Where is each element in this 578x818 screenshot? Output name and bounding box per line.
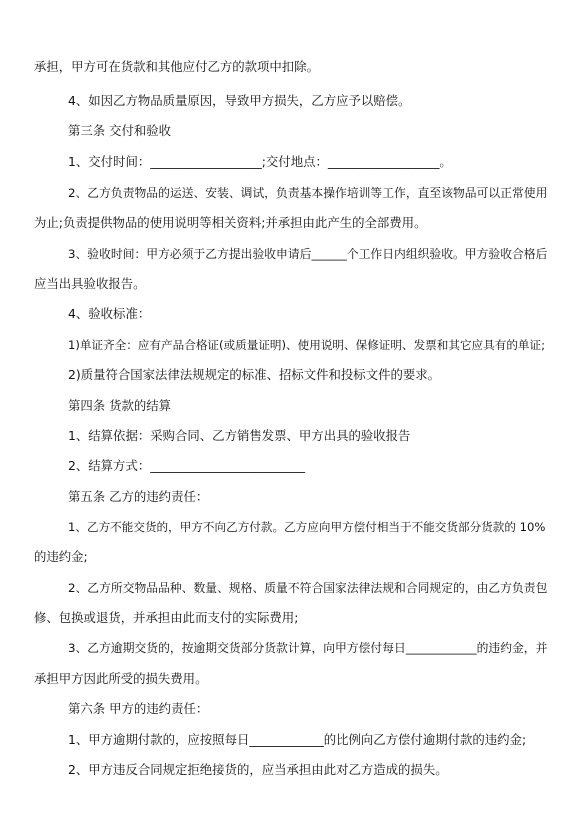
paragraph-line: 1)单证齐全：应有产品合格证(或质量证明)、使用说明、保修证明、发票和其它应具有的单证; [68, 338, 546, 352]
paragraph-line: 1、甲方逾期付款的，应按照每日____________的比例向乙方偿付逾期付款的违约金; [68, 732, 527, 747]
paragraph-line: 2)质量符合国家法律法规规定的标准、招标文件和投标文件的要求。 [68, 367, 441, 382]
paragraph-line: 承担甲方因此所受的损失费用。 [34, 671, 208, 686]
paragraph-line: 3、乙方逾期交货的，按逾期交货部分货款计算，向甲方偿付每日____________的违约金，并 [68, 641, 548, 655]
section-heading: 第三条 交付和验收 [68, 123, 172, 138]
paragraph-line: 4、验收标准： [68, 306, 151, 321]
paragraph-line: 应当出具验收报告。 [34, 276, 146, 291]
paragraph-line: 2、乙方所交物品品种、数量、规格、质量不符合国家法律法规和合同规定的，由乙方负责包 [68, 581, 548, 595]
paragraph-line: 的违约金; [34, 549, 88, 564]
paragraph-line: 1、结算依据：采购合同、乙方销售发票、甲方出具的验收报告 [68, 428, 411, 443]
paragraph-line: 1、乙方不能交货的，甲方不向乙方付款。乙方应向甲方偿付相当于不能交货部分货款的 10% [68, 520, 546, 534]
paragraph-line: 4、如因乙方物品质量原因，导致甲方损失，乙方应予以赔偿。 [68, 93, 411, 108]
paragraph-line: 2、甲方违反合同规定拒绝接货的，应当承担由此对乙方造成的损失。 [68, 762, 448, 777]
paragraph-line: 1、交付时间：__________________;交付地点：__________________。 [68, 154, 452, 169]
paragraph-line: 承担，甲方可在货款和其他应付乙方的款项中扣除。 [34, 59, 319, 74]
paragraph-line: 修、包换或退货，并承担由此而支付的实际费用; [34, 610, 299, 625]
section-heading: 第五条 乙方的违约责任： [68, 489, 209, 504]
section-heading: 第四条 货款的结算 [68, 398, 172, 413]
paragraph-line: 为止;负责提供物品的使用说明等相关资料;并承担由此产生的全部费用。 [34, 215, 427, 230]
section-heading: 第六条 甲方的违约责任： [68, 701, 209, 716]
paragraph-line: 2、结算方式：_________________________ [68, 458, 306, 473]
paragraph-line: 2、乙方负责物品的运送、安装、调试，负责基本操作培训等工作，直至该物品可以正常使用 [68, 186, 548, 200]
paragraph-line: 3、验收时间：甲方必须于乙方提出验收申请后______个工作日内组织验收。甲方验收合格后 [68, 247, 548, 261]
